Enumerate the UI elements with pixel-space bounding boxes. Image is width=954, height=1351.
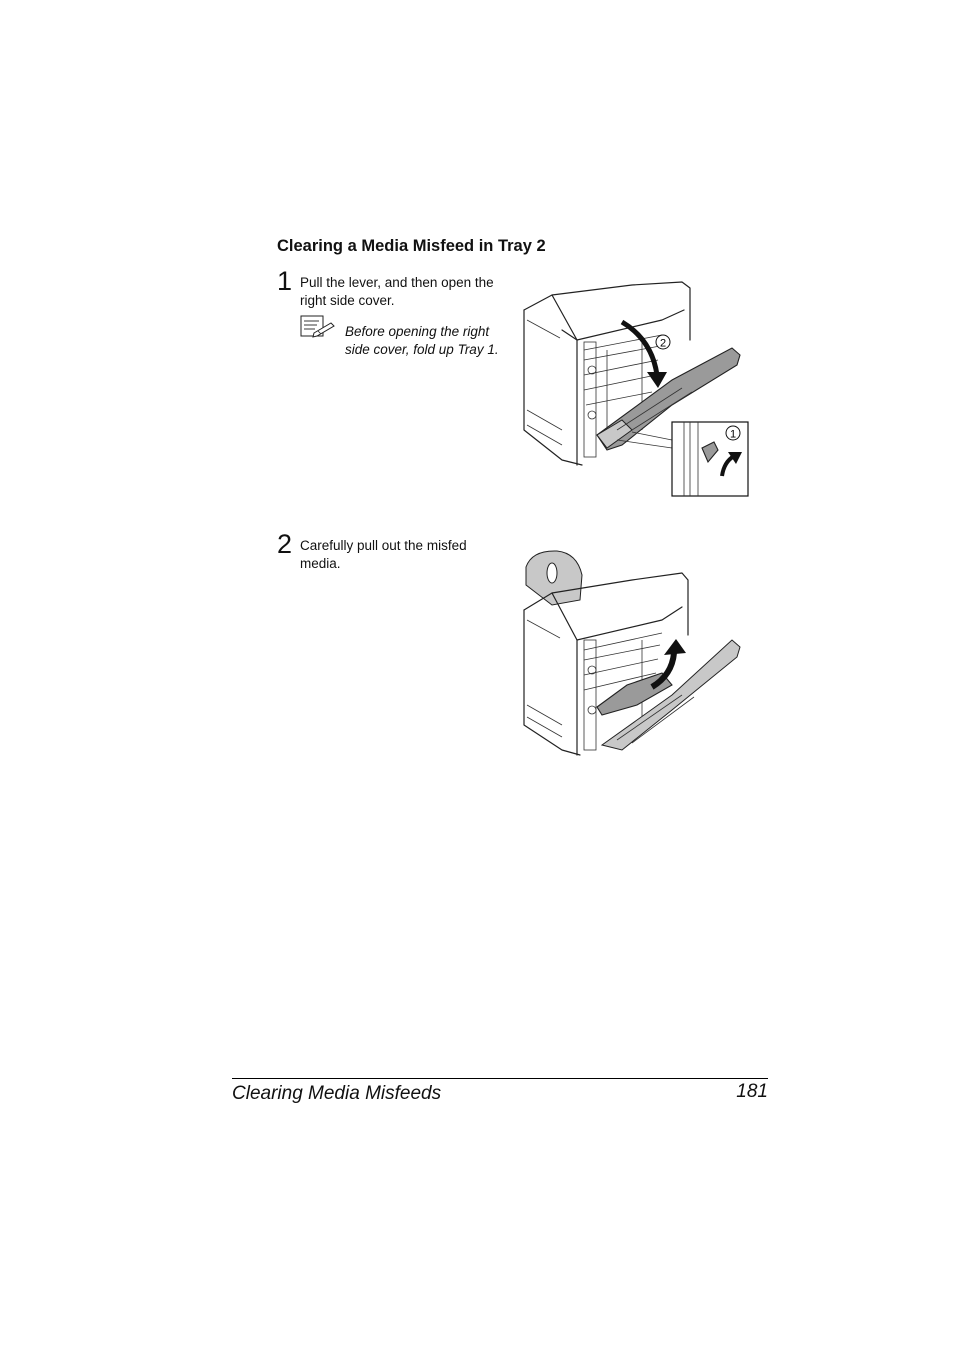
- step-1-number: 1: [277, 266, 293, 296]
- figure-open-side-cover: [522, 280, 752, 500]
- note-pencil-icon: [300, 315, 336, 339]
- step-1-text: Pull the lever, and then open the right side cover.: [300, 275, 494, 308]
- page-number: 181: [736, 1081, 768, 1102]
- section-heading: Clearing a Media Misfeed in Tray 2: [277, 237, 546, 255]
- footer-title: Clearing Media Misfeeds: [232, 1083, 442, 1104]
- step-2-text: Carefully pull out the misfed media.: [300, 538, 467, 571]
- footer-rule: [232, 1078, 768, 1079]
- figure-pull-out-media: [522, 545, 747, 760]
- step-2-number: 2: [277, 529, 293, 559]
- step-1-note: Before opening the right side cover, fold up Tray 1.: [345, 324, 499, 357]
- callout-2-label: 2: [659, 337, 667, 350]
- callout-1-label: 1: [729, 428, 737, 441]
